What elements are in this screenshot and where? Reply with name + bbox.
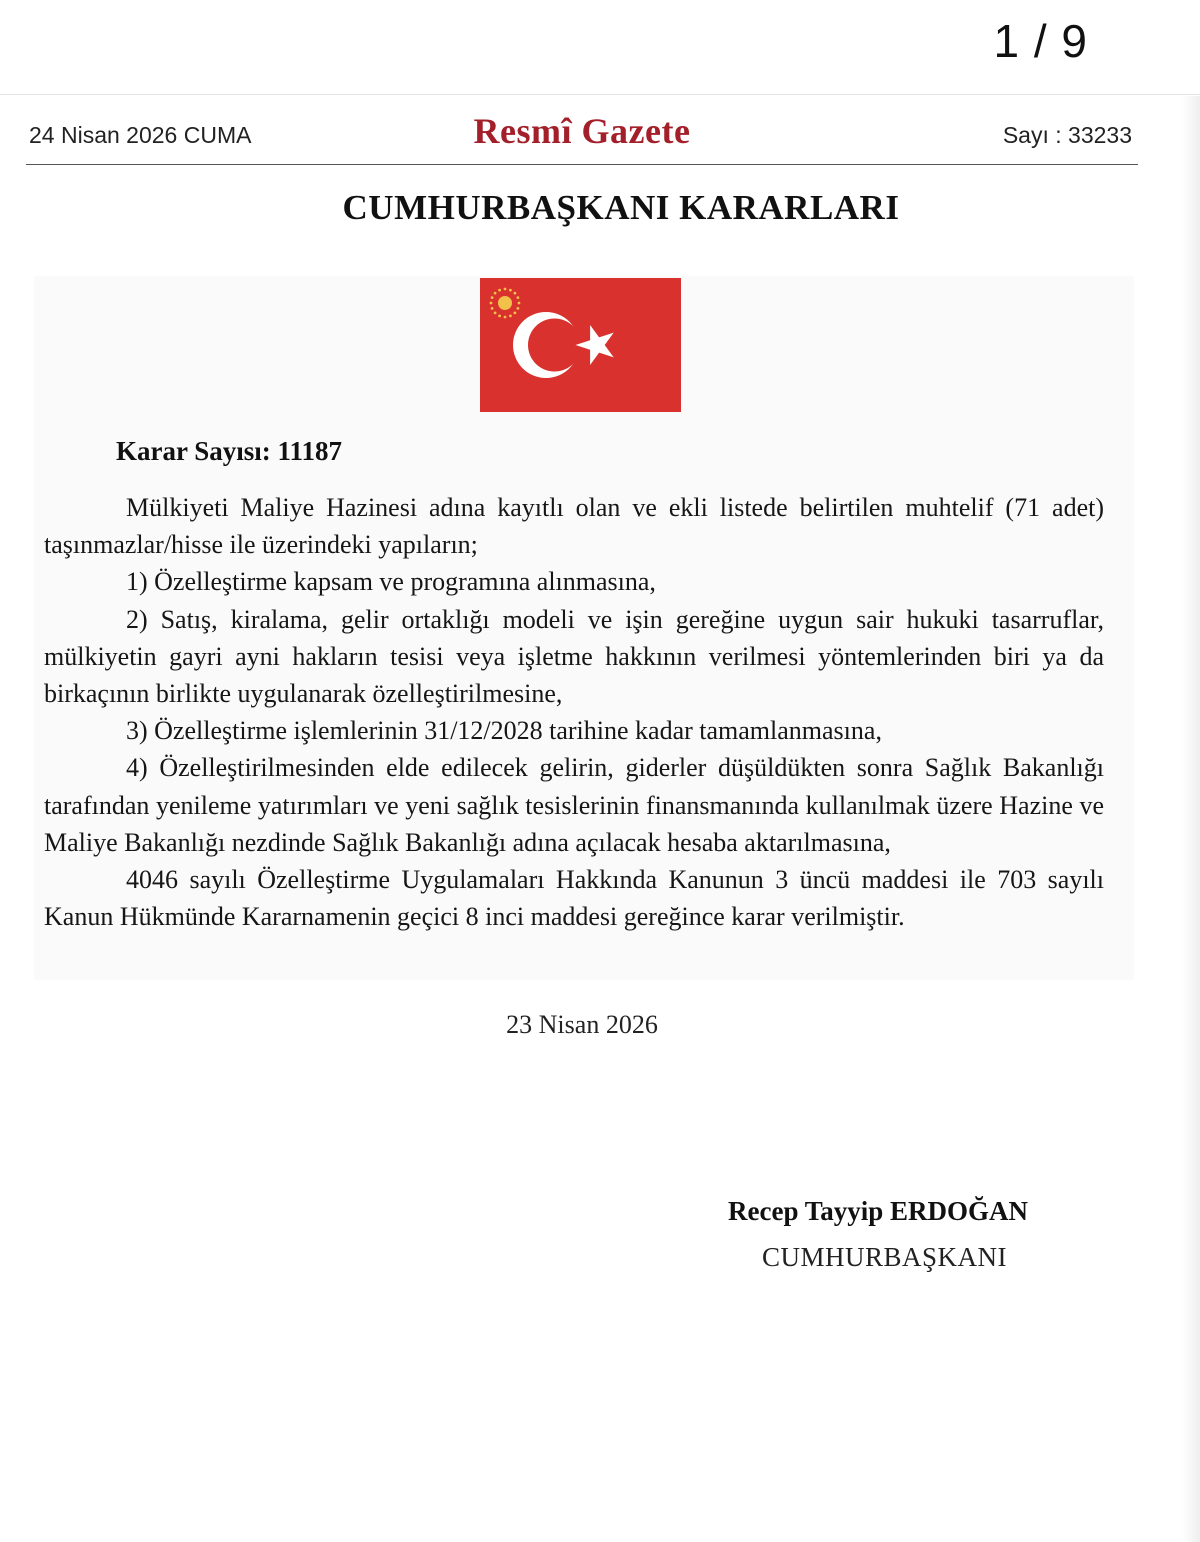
signatory-name: Recep Tayyip ERDOĞAN bbox=[728, 1196, 1029, 1226]
gazette-title: Resmî Gazete bbox=[473, 111, 691, 151]
signatory-title: CUMHURBAŞKANI bbox=[762, 1242, 1008, 1272]
turkish-flag-icon bbox=[480, 278, 681, 412]
gazette-page bbox=[0, 96, 1182, 1542]
decision-paragraph: Mülkiyeti Maliye Hazinesi adına kayıtlı olan ve ekli listede belirtilen muhtelif (71 adet) taşınmazlar/hisse ile üzerindeki yapıların; bbox=[44, 493, 1104, 560]
decision-text bbox=[44, 489, 1104, 935]
flag-graphic bbox=[480, 278, 681, 412]
decision-paragraph: 4046 sayılı Özelleştirme Uygulamaları Hakkında Kanunun 3 üncü maddesi ile 703 sayılı Kanun Hükmünde Kararnamenin geçici 8 inci maddesi gereğince karar verilmiştir. bbox=[44, 865, 1104, 932]
page-edge-shadow bbox=[1182, 96, 1200, 1542]
section-heading: CUMHURBAŞKANI KARARLARI bbox=[342, 188, 900, 227]
decision-paragraph: 2) Satış, kiralama, gelir ortaklığı modeli ve işin gereğine uygun sair hukuki tasarruflar, mülkiyetin gayri ayni hakların tesisi veya işletme hakkının verilmesi yöntemlerinden biri ya da birkaçının birlikte uygulanarak özelleştirilmesine, bbox=[44, 604, 1104, 709]
page-counter: 1 / 9 bbox=[993, 15, 1088, 67]
gazette-issue-number: Sayı : 33233 bbox=[1002, 122, 1132, 148]
decision-paragraph: 1) Özelleştirme kapsam ve programına alınmasına, bbox=[126, 567, 656, 597]
gazette-header bbox=[26, 96, 1138, 165]
viewer-toolbar bbox=[0, 0, 1200, 95]
decision-date: 23 Nisan 2026 bbox=[506, 1010, 658, 1039]
decision-paragraph: 3) Özelleştirme işlemlerinin 31/12/2028 tarihine kadar tamamlanmasına, bbox=[126, 716, 882, 746]
gazette-date: 24 Nisan 2026 CUMA bbox=[29, 122, 252, 148]
decision-paragraph: 4) Özelleştirilmesinden elde edilecek gelirin, giderler düşüldükten sonra Sağlık Bakanlığı tarafından yenileme yatırımları ve yeni sağlık tesislerinin finansmanında kullanılmak üzere Hazine ve Maliye Bakanlığı nezdinde Sağlık Bakanlığı adına açılacak hesaba aktarılmasına, bbox=[44, 753, 1104, 857]
decision-number: Karar Sayısı: 11187 bbox=[116, 436, 343, 466]
